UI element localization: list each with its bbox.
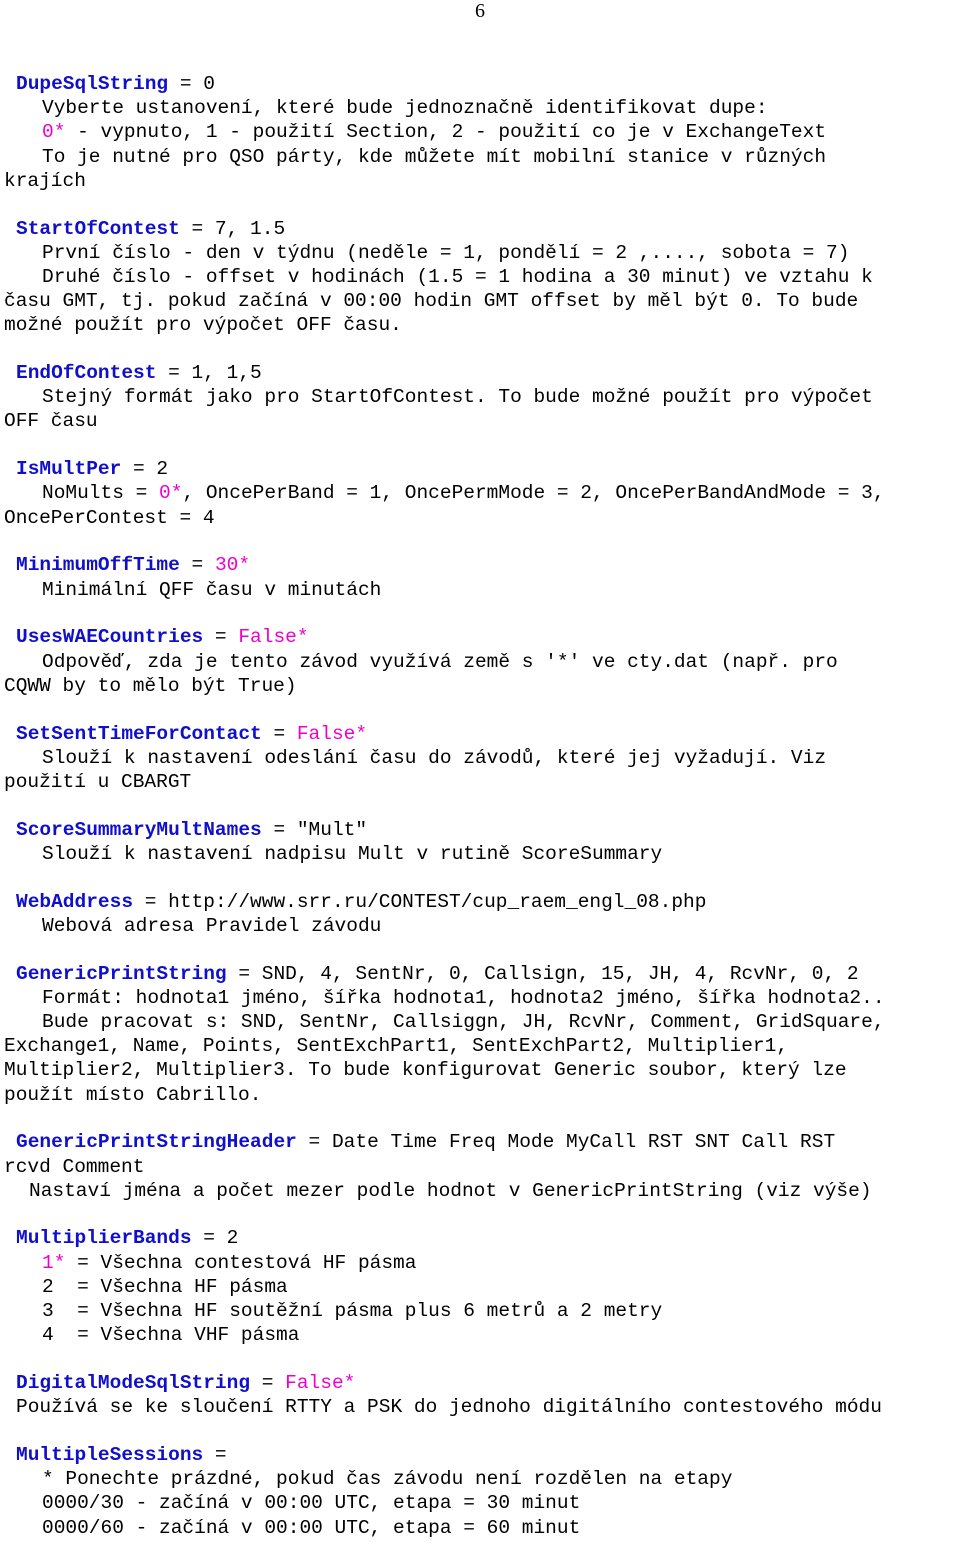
setting-value: = 0 (168, 73, 215, 95)
description-line: 0000/30 - začíná v 00:00 UTC, etapa = 30 minut (42, 1492, 581, 1515)
setting-key: MultiplierBands (16, 1227, 192, 1250)
setting-key: EndOfContest (16, 362, 157, 385)
description-text: - vypnuto, 1 - použití Section, 2 - použití co je v ExchangeText (65, 121, 827, 144)
description-line: 4 = Všechna VHF pásma (42, 1324, 300, 1347)
setting-key: MinimumOffTime (16, 554, 180, 577)
description-line: Nastaví jména a počet mezer podle hodnot v GenericPrintString (viz výše) (29, 1179, 872, 1202)
default-value: 30* (214, 554, 251, 577)
setting-key: ScoreSummaryMultNames (16, 818, 262, 841)
default-value: False* (238, 626, 309, 649)
setting-value: = 2 (121, 458, 169, 481)
setting-value: = (179, 554, 215, 577)
description-line: Používá se ke sloučení RTTY a PSK do jednoho digitálního contestového módu (16, 1396, 882, 1419)
spacer (4, 1347, 960, 1371)
spacer (4, 698, 960, 722)
document-body (4, 72, 960, 1540)
description-text: NoMults = (42, 482, 160, 505)
setting-line (4, 890, 960, 914)
setting-key: StartOfContest (16, 217, 180, 240)
setting-key: GenericPrintString (16, 962, 227, 985)
page-number: 6 (475, 0, 485, 22)
spacer (4, 938, 960, 962)
description-line: Formát: hodnota1 jméno, šířka hodnota1, hodnota2 jméno, šířka hodnota2.. (42, 986, 885, 1009)
description-line: První číslo - den v týdnu (neděle = 1, pondělí = 2 ,...., sobota = 7) (42, 241, 850, 264)
description-text: = Všechna contestová HF pásma (65, 1251, 417, 1274)
setting-line (4, 1226, 960, 1250)
description-line: rcvd Comment (4, 1155, 145, 1178)
default-value: 1* (42, 1251, 66, 1274)
setting-key: SetSentTimeForContact (16, 722, 262, 745)
description-line: 2 = Všechna HF pásma (42, 1275, 288, 1298)
setting-key: DigitalModeSqlString (16, 1372, 251, 1394)
description-line: možné použít pro výpočet OFF času. (4, 314, 402, 337)
description-line: OFF času (4, 410, 98, 433)
description-line: Minimální QFF času v minutách (42, 578, 382, 601)
setting-value: = 1, 1,5 (156, 362, 262, 385)
setting-line (4, 457, 960, 481)
setting-value: = "Mult" (261, 818, 368, 841)
description-line: OncePerContest = 4 (4, 506, 215, 529)
description-line: krajích (4, 169, 86, 192)
setting-line (4, 217, 960, 241)
description-line (4, 481, 960, 505)
description-line: Slouží k nastavení odeslání času do závodů, které jej vyžadují. Viz (42, 746, 827, 769)
description-line: Slouží k nastavení nadpisu Mult v rutině ScoreSummary (42, 842, 663, 865)
setting-key: MultipleSessions (16, 1443, 204, 1466)
description-line: Stejný formát jako pro StartOfContest. To bude možné použít pro výpočet (42, 386, 873, 409)
description-line: použití u CBARGT (4, 770, 192, 793)
description-line: Bude pracovat s: SND, SentNr, Callsiggn, JH, RcvNr, Comment, GridSquare, (42, 1010, 885, 1033)
default-value: 0* (159, 482, 183, 505)
default-value: False* (285, 1372, 356, 1394)
spacer (4, 1203, 960, 1227)
description-line: To je nutné pro QSO párty, kde můžete mít mobilní stanice v různých (42, 145, 827, 168)
spacer (4, 434, 960, 458)
setting-value: = (203, 1443, 227, 1466)
description-line: použít místo Cabrillo. (4, 1083, 262, 1106)
setting-value: = 7, 1.5 (179, 217, 286, 240)
setting-line (4, 625, 960, 649)
spacer (4, 1419, 960, 1443)
setting-line (4, 553, 960, 577)
setting-line (4, 962, 960, 986)
spacer (4, 193, 960, 217)
spacer (4, 794, 960, 818)
setting-line (4, 361, 960, 385)
description-line: Exchange1, Name, Points, SentExchPart1, SentExchPart2, Multiplier1, (4, 1035, 789, 1058)
description-line: času GMT, tj. pokud začíná v 00:00 hodin GMT offset by měl být 0. To bude (4, 290, 859, 313)
description-line (4, 120, 960, 144)
description-line: CQWW by to mělo být True) (4, 674, 297, 697)
setting-line (4, 1371, 960, 1395)
setting-key: DupeSqlString (16, 73, 169, 95)
setting-line (4, 1130, 960, 1154)
description-text: , OncePerBand = 1, OncePermMode = 2, OncePerBandAndMode = 3, (182, 482, 885, 505)
setting-key: UsesWAECountries (16, 626, 204, 649)
spacer (4, 866, 960, 890)
description-line: Druhé číslo - offset v hodinách (1.5 = 1 hodina a 30 minut) ve vztahu k (42, 265, 873, 288)
setting-key: WebAddress (16, 890, 134, 913)
setting-value: = (250, 1372, 286, 1394)
setting-value: = (203, 626, 239, 649)
setting-value: = 2 (191, 1227, 239, 1250)
description-line: * Ponechte prázdné, pokud čas závodu není rozdělen na etapy (42, 1468, 733, 1491)
description-line: 0000/60 - začíná v 00:00 UTC, etapa = 60 minut (42, 1516, 581, 1539)
setting-line (4, 818, 960, 842)
spacer (4, 337, 960, 361)
spacer (4, 530, 960, 554)
spacer (4, 1107, 960, 1131)
setting-key: GenericPrintStringHeader (16, 1131, 297, 1154)
description-line: 3 = Všechna HF soutěžní pásma plus 6 metrů a 2 metry (42, 1300, 663, 1323)
default-value: False* (296, 722, 368, 745)
setting-value: = http://www.srr.ru/CONTEST/cup_raem_engl_08.php (133, 890, 707, 913)
description-line: Webová adresa Pravidel závodu (42, 914, 382, 937)
setting-value: = SND, 4, SentNr, 0, Callsign, 15, JH, 4, RcvNr, 0, 2 (226, 962, 859, 985)
description-line: Odpověď, zda je tento závod využívá země s '*' ve cty.dat (např. pro (42, 650, 838, 673)
description-line: Multiplier2, Multiplier3. To bude konfigurovat Generic soubor, který lze (4, 1059, 847, 1082)
description-line: Vyberte ustanovení, které bude jednoznačně identifikovat dupe: (42, 97, 768, 120)
setting-value: = (261, 722, 297, 745)
default-value: 0* (42, 121, 66, 144)
setting-line (4, 722, 960, 746)
setting-key: IsMultPer (16, 458, 122, 481)
setting-line (4, 72, 960, 96)
spacer (4, 602, 960, 626)
setting-line (4, 1443, 960, 1467)
setting-value: = Date Time Freq Mode MyCall RST SNT Call RST (296, 1131, 836, 1154)
description-line (4, 1251, 960, 1275)
